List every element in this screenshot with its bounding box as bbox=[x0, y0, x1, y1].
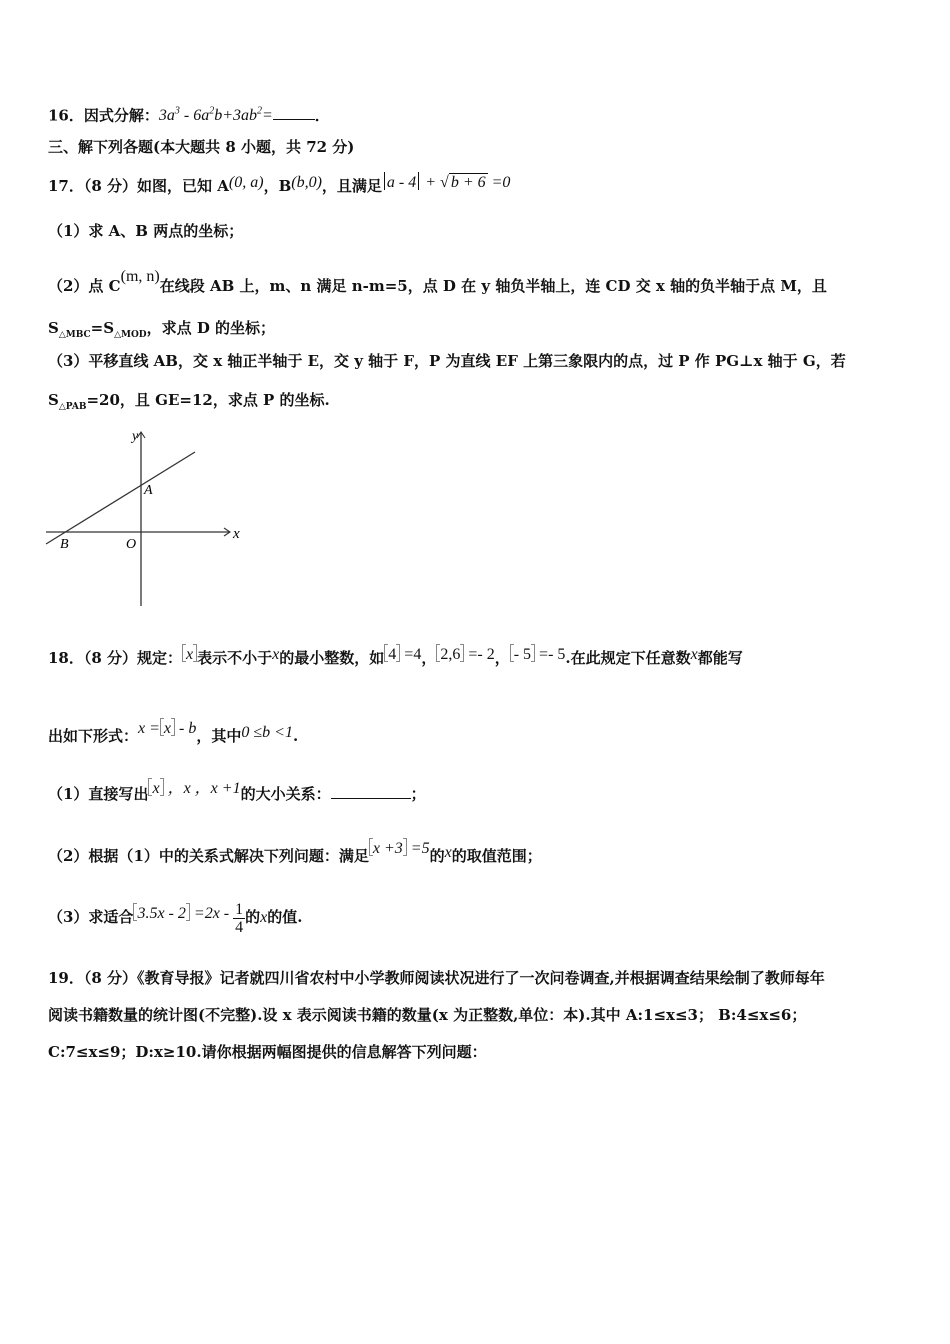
q18-ceil-x: x bbox=[182, 646, 197, 663]
q18-part2-formula: x +3 =5 bbox=[369, 840, 430, 857]
q18-text4: 都能写 bbox=[697, 649, 743, 667]
q17-part2-line2 bbox=[48, 318, 275, 345]
q18-example3: - 5 =- 5 bbox=[510, 646, 566, 663]
q18-var-x1: x bbox=[272, 646, 280, 663]
q18-stem-line2 bbox=[48, 718, 298, 746]
q18-part2-post: 的取值范围； bbox=[451, 847, 542, 865]
q18-example2: 2,6 =- 2 bbox=[436, 646, 494, 663]
q17-part2-prefix: （2）点 C bbox=[48, 277, 121, 295]
q18-line2-prefix: 出如下形式： bbox=[48, 727, 139, 745]
q17-condition-formula: a - 4 + √ b + 6 =0 bbox=[382, 174, 511, 191]
q17-coordinate-figure bbox=[40, 424, 260, 614]
q17-area-pab: $S_{\triangle PAB}$ bbox=[48, 391, 87, 412]
q16-expression: $3a^3 - 6a^2b+3ab^2=$ bbox=[158, 106, 273, 125]
q16-prefix: 16．因式分解： bbox=[48, 106, 159, 125]
q18-form-formula: x = x - b bbox=[138, 720, 197, 737]
label-b: B bbox=[60, 537, 69, 552]
q18-part2 bbox=[48, 838, 542, 866]
q18-part2-mid: 的 bbox=[429, 847, 445, 865]
q17-coord-b: (b,0) bbox=[291, 174, 322, 191]
q18-part3-mid: 的 bbox=[245, 908, 261, 926]
q18-part3-formula: 3.5x - 2 =2x - bbox=[133, 905, 233, 922]
q17-coord-a: (0, a) bbox=[228, 174, 264, 191]
q18-var-x2: x bbox=[690, 646, 698, 663]
q17-condition: ，且满足 bbox=[321, 177, 382, 195]
q16-line bbox=[48, 102, 330, 126]
q18-part3-fraction: $\frac{1}{4}$ bbox=[235, 900, 244, 936]
label-x: x bbox=[233, 526, 240, 542]
q18-line2-mid: ，其中 bbox=[196, 727, 242, 745]
q17-stem bbox=[48, 172, 510, 196]
q18-part2-var-x: x bbox=[444, 844, 452, 861]
q17-sep-b: ，B bbox=[263, 177, 292, 195]
q18-part1-formula: x ，x ，x +1 bbox=[148, 780, 240, 797]
q18-head: 18．（8 分）规定： bbox=[48, 649, 183, 667]
q17-part1: （1）求 A、B 两点的坐标； bbox=[48, 222, 244, 240]
q18-stem-line1: 18．（8 分）规定： x 表示不小于x的最小整数，如 4 =4， 2,6 =- 2， - 5 =- 5.在此规定下任意数x都能写 bbox=[48, 646, 743, 667]
q18-part1-prefix: （1）直接写出 bbox=[48, 785, 149, 803]
q18-line2-end: . bbox=[292, 727, 299, 745]
q18-text2: 的最小整数，如 bbox=[279, 649, 385, 667]
q16-suffix: ． bbox=[314, 106, 330, 125]
q17-part3-end: =20，且 GE=12，求点 P 的坐标. bbox=[86, 391, 330, 409]
q19-line1: 19．（8 分）《教育导报》记者就四川省农村中小学教师阅读状况进行了一次问卷调查,并根据调查结果绘制了教师每年 bbox=[48, 969, 825, 987]
q18-text3: .在此规定下任意数 bbox=[565, 649, 691, 667]
q16-answer-blank bbox=[273, 105, 315, 120]
q19-line2: 阅读书籍数量的统计图(不完整).设 x 表示阅读书籍的数量(x 为正整数,单位：本).其中 A:1≤x≤3； B:4≤x≤6； bbox=[48, 1006, 807, 1024]
q17-area-equation: $S_{\triangle MBC}=S_{\triangle MOD}$ bbox=[48, 319, 147, 340]
q18-part2-prefix: （2）根据（1）中的关系式解决下列问题：满足 bbox=[48, 847, 369, 865]
q18-part1-post: 的大小关系： bbox=[240, 785, 331, 803]
q18-part1-answer-blank bbox=[331, 784, 411, 799]
section-3-heading: 三、解下列各题(本大题共 8 小题，共 72 分) bbox=[48, 138, 355, 156]
q18-part3 bbox=[48, 894, 302, 938]
q17-coord-c: (m, n) bbox=[120, 268, 160, 285]
q19-line3: C:7≤x≤9；D:x≥10.请你根据两幅图提供的信息解答下列问题： bbox=[48, 1043, 487, 1061]
q17-part2-line1 bbox=[48, 267, 827, 296]
label-o: O bbox=[126, 537, 137, 552]
q18-part3-var-x: x bbox=[260, 909, 268, 926]
label-a: A bbox=[144, 483, 153, 498]
q18-part3-post: 的值. bbox=[267, 908, 303, 926]
q17-part2-end: ，求点 D 的坐标； bbox=[146, 319, 276, 337]
q18-range-formula: 0 ≤b <1 bbox=[241, 724, 293, 741]
q17-part3-line1: （3）平移直线 AB，交 x 轴正半轴于 E，交 y 轴于 F，P 为直线 EF 上第三象限内的点，过 P 作 PG⊥x 轴于 G，若 bbox=[48, 352, 846, 370]
q17-part3-line2 bbox=[48, 390, 330, 417]
label-y: y bbox=[132, 429, 139, 444]
q18-text1: 表示不小于 bbox=[197, 649, 273, 667]
q18-example1: 4 =4 bbox=[384, 646, 421, 663]
q18-part3-prefix: （3）求适合 bbox=[48, 908, 134, 926]
q17-part2-text: 在线段 AB 上，m、n 满足 n-m=5，点 D 在 y 轴负半轴上，连 CD 交 x 轴的负半轴于点 M，且 bbox=[159, 277, 827, 295]
line-ab bbox=[46, 452, 195, 544]
q18-part1: （1）直接写出 x ，x ，x +1的大小关系： ； bbox=[48, 780, 426, 803]
q17-head: 17．（8 分）如图，已知 A bbox=[48, 177, 229, 195]
